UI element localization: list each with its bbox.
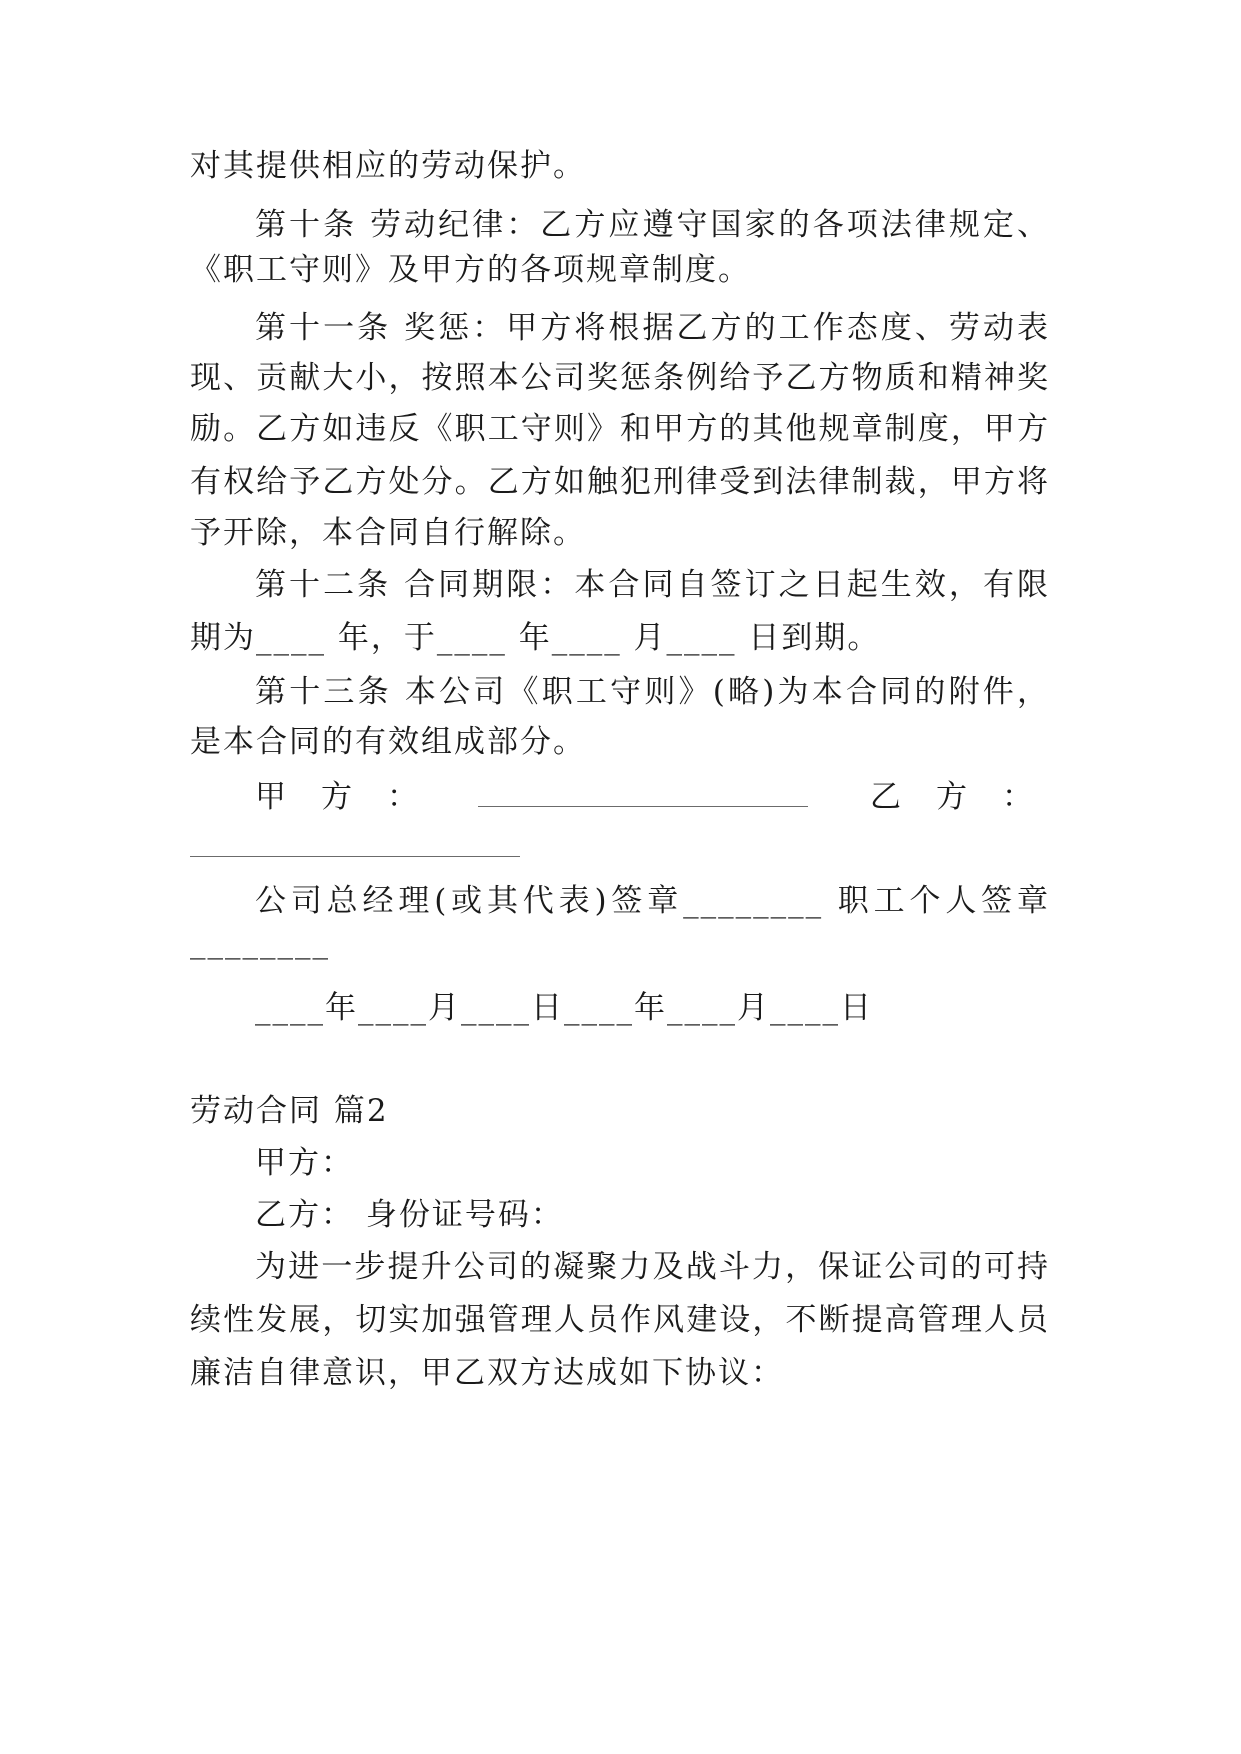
paragraph-line: 第十三条 本公司《职工守则》(略)为本合同的附件， [255,674,1050,710]
party-a-signature-line [478,806,808,807]
section-heading: 劳动合同 篇2 [190,1093,389,1129]
date-line: ____年____月____日____年____月____日 [255,990,873,1026]
party-b-field: 乙方： 身份证号码： [255,1197,564,1233]
party-a-field: 甲方： [255,1145,354,1181]
paragraph-line: 第十二条 合同期限：本合同自签订之日起生效，有限 [255,567,1050,603]
paragraph-line: 《职工守则》及甲方的各项规章制度。 [190,252,751,288]
paragraph-line: 予开除，本合同自行解除。 [190,515,586,551]
paragraph-line: 续性发展，切实加强管理人员作风建设，不断提高管理人员 [190,1302,1050,1338]
paragraph-line: 第十条 劳动纪律：乙方应遵守国家的各项法律规定、 [255,207,1050,243]
staff-signature-underline: ________ [190,924,330,960]
party-a-label: 甲 方 ： [255,779,420,815]
paragraph-line: 廉洁自律意识，甲乙双方达成如下协议： [190,1355,784,1391]
party-b-signature-line [190,856,520,857]
paragraph-line: 有权给予乙方处分。乙方如触犯刑律受到法律制裁，甲方将 [190,464,1050,500]
paragraph-line: 为进一步提升公司的凝聚力及战斗力，保证公司的可持 [255,1249,1050,1285]
paragraph-line: 现、贡献大小，按照本公司奖惩条例给予乙方物质和精神奖 [190,360,1050,396]
paragraph-line: 是本合同的有效组成部分。 [190,724,586,760]
party-b-label: 乙 方 ： [870,779,1035,815]
paragraph-line: 第十一条 奖惩：甲方将根据乙方的工作态度、劳动表 [255,310,1050,346]
signature-line-gm-staff: 公司总经理(或其代表)签章________ 职工个人签章 [255,883,1050,919]
paragraph-line: 期为____ 年，于____ 年____ 月____ 日到期。 [190,620,881,656]
paragraph-line: 励。乙方如违反《职工守则》和甲方的其他规章制度，甲方 [190,411,1050,447]
paragraph-line: 对其提供相应的劳动保护。 [190,148,586,184]
